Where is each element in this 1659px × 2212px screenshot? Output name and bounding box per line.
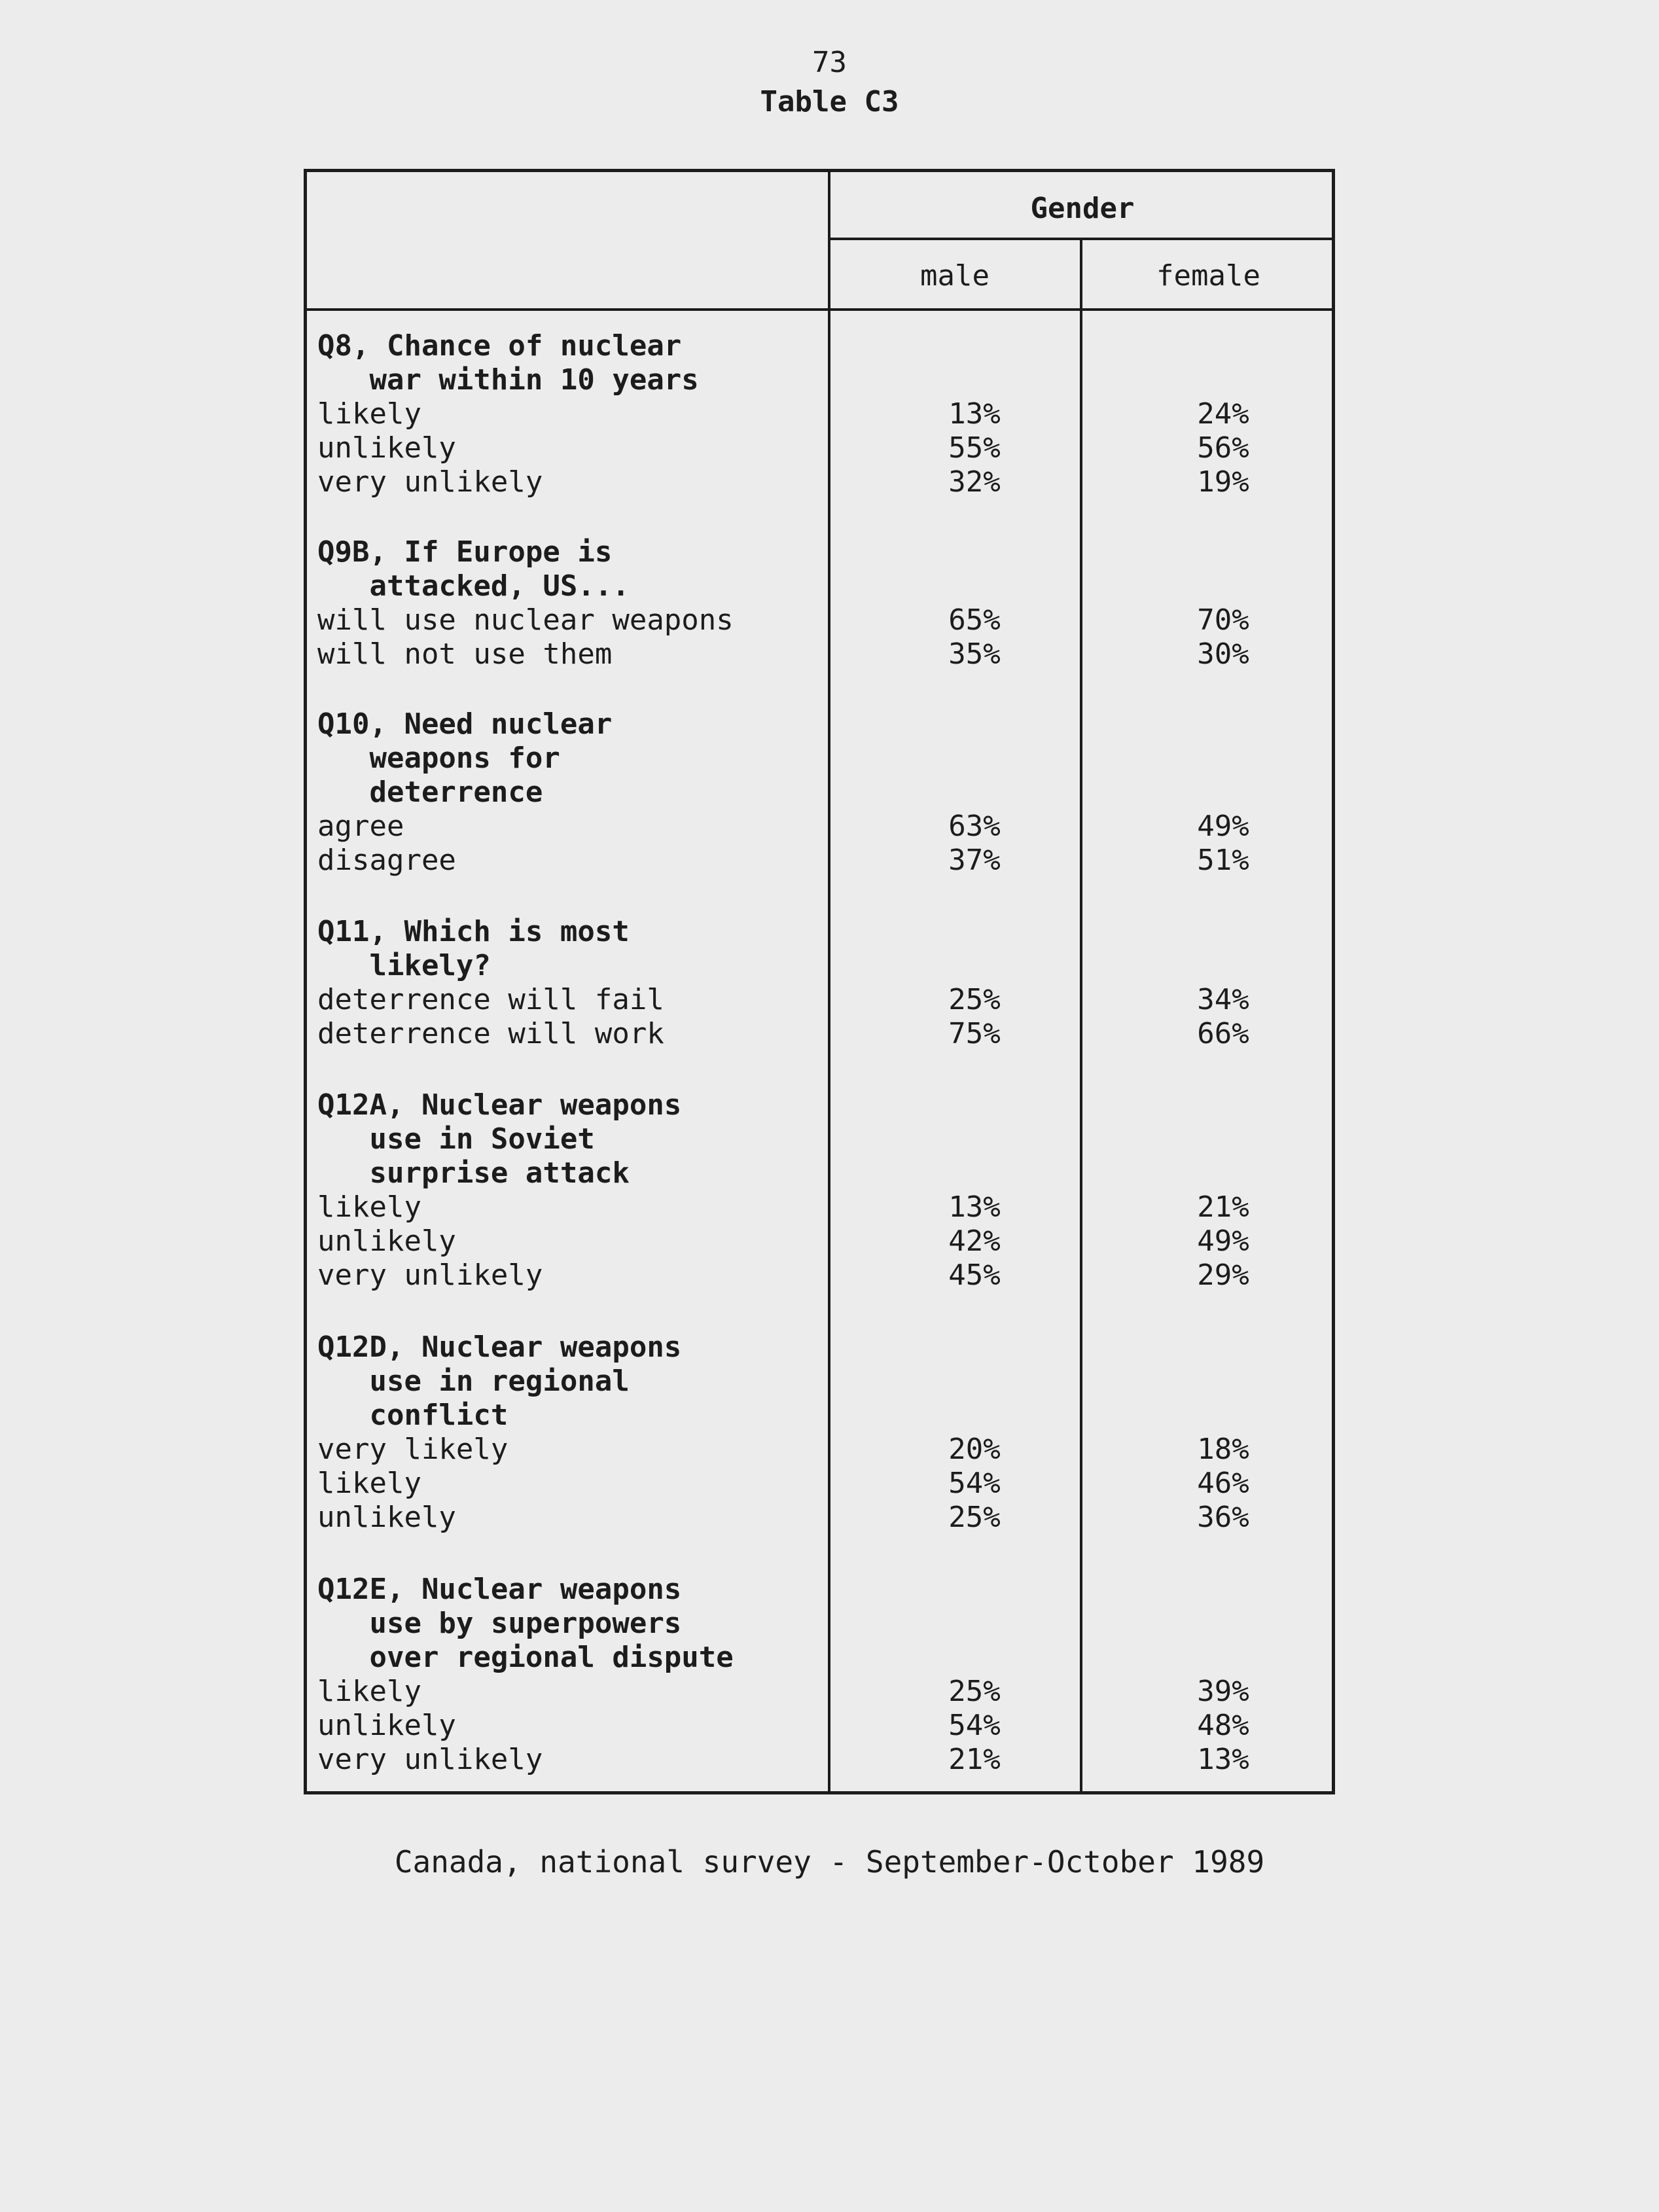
header-gender: Gender	[1030, 192, 1135, 225]
section-q12d	[317, 1330, 1332, 1535]
header-male: male	[920, 259, 990, 293]
female-value: 70%	[1197, 603, 1249, 637]
section-q12e	[317, 1573, 1332, 1777]
male-value: 25%	[948, 983, 1001, 1016]
question-title: Q8, Chance of nuclear war within 10 years	[317, 329, 699, 397]
row-label: disagree	[317, 844, 456, 877]
female-value: 46%	[1197, 1467, 1249, 1500]
question-title: Q12E, Nuclear weapons use by superpowers over regional dispute	[317, 1573, 734, 1674]
source-note: Canada, national survey - September-October 1989	[394, 1844, 1265, 1880]
section-q9b	[317, 535, 1332, 671]
table-row	[317, 1501, 1332, 1535]
row-label: very unlikely	[317, 465, 543, 499]
section-q8	[317, 329, 1332, 499]
section-q12a	[317, 1088, 1332, 1293]
table-row	[317, 465, 1332, 499]
table-row	[317, 844, 1332, 878]
table-row	[317, 983, 1332, 1017]
table-row	[317, 603, 1332, 637]
male-value: 13%	[948, 397, 1001, 431]
table-row	[317, 1258, 1332, 1293]
female-value: 66%	[1197, 1017, 1249, 1050]
male-value: 13%	[948, 1190, 1001, 1224]
female-value: 51%	[1197, 844, 1249, 877]
table-title: Table C3	[760, 85, 899, 118]
male-value: 63%	[948, 810, 1001, 843]
row-label: agree	[317, 810, 404, 843]
row-label: very unlikely	[317, 1258, 543, 1292]
male-value: 54%	[948, 1709, 1001, 1742]
female-value: 18%	[1197, 1433, 1249, 1466]
female-value: 34%	[1197, 983, 1249, 1016]
male-value: 55%	[948, 431, 1001, 465]
male-value: 37%	[948, 844, 1001, 877]
male-value: 32%	[948, 465, 1001, 499]
male-value: 54%	[948, 1467, 1001, 1500]
female-value: 39%	[1197, 1675, 1249, 1708]
question-title: Q12D, Nuclear weapons use in regional conflict	[317, 1330, 682, 1432]
row-label: very likely	[317, 1433, 508, 1466]
table-row	[317, 1743, 1332, 1777]
male-value: 25%	[948, 1501, 1001, 1534]
table-row	[317, 1675, 1332, 1709]
page-number: 73	[812, 46, 847, 79]
male-value: 20%	[948, 1433, 1001, 1466]
row-label: likely	[317, 397, 421, 431]
table-row	[317, 397, 1332, 431]
male-value: 65%	[948, 603, 1001, 637]
male-value: 25%	[948, 1675, 1001, 1708]
table-row	[317, 810, 1332, 844]
table-row	[317, 1017, 1332, 1051]
female-value: 49%	[1197, 1224, 1249, 1258]
question-title: Q11, Which is most likely?	[317, 915, 630, 982]
data-table	[304, 169, 1335, 1794]
section-q11	[317, 915, 1332, 1051]
row-label: unlikely	[317, 1501, 456, 1534]
section-q10	[317, 707, 1332, 878]
female-value: 21%	[1197, 1190, 1249, 1224]
female-value: 13%	[1197, 1743, 1249, 1776]
male-value: 42%	[948, 1224, 1001, 1258]
female-value: 48%	[1197, 1709, 1249, 1742]
row-label: likely	[317, 1190, 421, 1224]
female-value: 36%	[1197, 1501, 1249, 1534]
row-label: very unlikely	[317, 1743, 543, 1776]
female-value: 29%	[1197, 1258, 1249, 1292]
female-value: 19%	[1197, 465, 1249, 499]
table-row	[317, 1467, 1332, 1501]
male-value: 75%	[948, 1017, 1001, 1050]
table-row	[317, 637, 1332, 671]
table-row	[317, 1709, 1332, 1743]
question-title: Q10, Need nuclear weapons for deterrence	[317, 707, 613, 809]
header-female: female	[1156, 259, 1260, 293]
row-label: deterrence will work	[317, 1017, 664, 1050]
question-title: Q9B, If Europe is attacked, US...	[317, 535, 630, 603]
row-label: likely	[317, 1675, 421, 1708]
female-value: 49%	[1197, 810, 1249, 843]
male-value: 35%	[948, 637, 1001, 671]
question-title: Q12A, Nuclear weapons use in Soviet surprise attack	[317, 1088, 682, 1190]
row-label: unlikely	[317, 1709, 456, 1742]
table-row	[317, 431, 1332, 465]
female-value: 24%	[1197, 397, 1249, 431]
row-label: deterrence will fail	[317, 983, 664, 1016]
row-label: likely	[317, 1467, 421, 1500]
header-group-divider	[828, 238, 1332, 240]
header-divider	[307, 308, 1332, 311]
row-label: unlikely	[317, 431, 456, 465]
table-row	[317, 1224, 1332, 1258]
female-value: 56%	[1197, 431, 1249, 465]
row-label: unlikely	[317, 1224, 456, 1258]
table-row	[317, 1190, 1332, 1224]
row-label: will use nuclear weapons	[317, 603, 734, 637]
table-row	[317, 1433, 1332, 1467]
male-value: 45%	[948, 1258, 1001, 1292]
male-value: 21%	[948, 1743, 1001, 1776]
row-label: will not use them	[317, 637, 613, 671]
female-value: 30%	[1197, 637, 1249, 671]
